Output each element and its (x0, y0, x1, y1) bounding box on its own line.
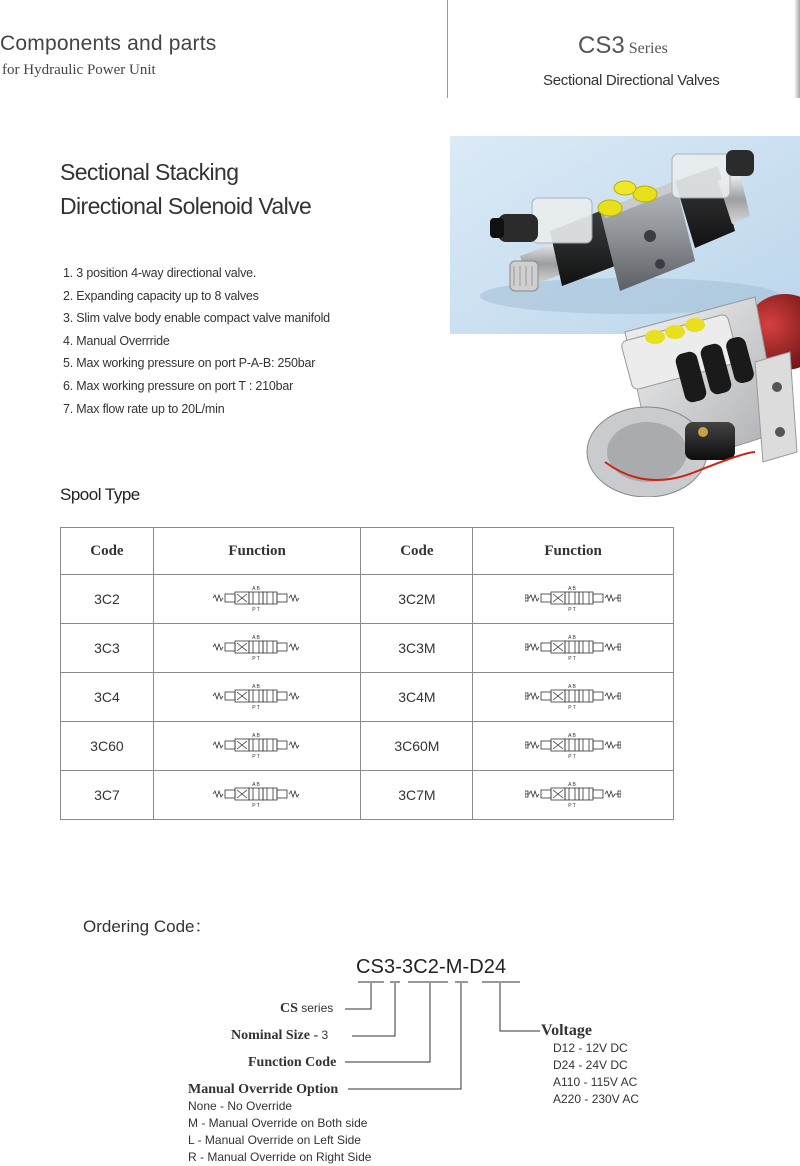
header-function: Function (153, 528, 361, 575)
port-label-ab: A B (252, 586, 261, 592)
ordering-series-rest: series (297, 1001, 334, 1015)
ordering-series (280, 1001, 333, 1017)
spool-code-manual: 3C60M (361, 722, 473, 771)
header-left-title: Components and parts (0, 32, 217, 55)
spool-code: 3C7 (61, 771, 154, 820)
ordering-override-option: R - Manual Override on Right Side (188, 1150, 372, 1164)
ordering-nominal-bold: Nominal Size - (231, 1028, 319, 1043)
port-label-pt: P T (568, 607, 576, 613)
spool-code: 3C2 (61, 575, 154, 624)
port-label-ab: A B (252, 635, 261, 641)
port-label-pt: P T (252, 607, 260, 613)
port-label-ab: A B (568, 684, 577, 690)
feature-item: 3. Slim valve body enable compact valve manifold (63, 311, 330, 326)
spool-code-manual: 3C7M (361, 771, 473, 820)
product-title-line2: Directional Solenoid Valve (60, 193, 312, 219)
port-label-ab: A B (252, 733, 261, 739)
ordering-voltage-option: A110 - 115V AC (553, 1075, 638, 1089)
feature-item: 2. Expanding capacity up to 8 valves (63, 288, 259, 303)
ordering-voltage-option: D12 - 12V DC (553, 1041, 628, 1055)
ordering-voltage (541, 1022, 639, 1108)
ordering-voltage-title: Voltage (541, 1022, 592, 1039)
ordering-voltage-option: D24 - 24V DC (553, 1058, 628, 1072)
feature-item: 4. Manual Overrride (63, 333, 170, 348)
spool-code-manual: 3C3M (361, 624, 473, 673)
ordering-nominal-value: 3 (318, 1028, 329, 1042)
spool-code-manual: 3C2M (361, 575, 473, 624)
spool-code: 3C3 (61, 624, 154, 673)
port-label-ab: A B (252, 684, 261, 690)
port-label-ab: A B (568, 586, 577, 592)
feature-item: 5. Max working pressure on port P-A-B: 250bar (63, 356, 316, 371)
port-label-ab: A B (252, 782, 261, 788)
spool-code: 3C60 (61, 722, 154, 771)
spool-code-manual: 3C4M (361, 673, 473, 722)
header-function: Function (473, 528, 674, 575)
ordering-code-example: CS3-3C2-M-D24 (356, 956, 507, 978)
ordering-code-label: Ordering Code： (83, 917, 212, 936)
feature-item: 6. Max working pressure on port T : 210bar (63, 378, 294, 393)
ordering-voltage-option: A220 - 230V AC (553, 1092, 640, 1106)
ordering-override-option: None - No Override (188, 1099, 293, 1113)
port-label-pt: P T (568, 803, 576, 809)
spool-type-label: Spool Type (60, 485, 140, 504)
port-label-pt: P T (252, 803, 260, 809)
ordering-function-code (248, 1055, 336, 1071)
port-label-ab: A B (568, 635, 577, 641)
ordering-series-bold: CS (280, 1001, 298, 1016)
port-label-pt: P T (252, 656, 260, 662)
port-label-ab: A B (568, 733, 577, 739)
port-label-pt: P T (568, 754, 576, 760)
series-code: CS3 (578, 32, 625, 59)
header-code: Code (61, 528, 154, 575)
port-label-pt: P T (568, 705, 576, 711)
ordering-function-code-label: Function Code (248, 1055, 337, 1070)
port-label-ab: A B (568, 782, 577, 788)
header-right-subtitle: Sectional Directional Valves (543, 72, 720, 89)
series-word: Series (628, 40, 668, 57)
ordering-override-option: M - Manual Override on Both side (188, 1116, 368, 1130)
port-label-pt: P T (252, 705, 260, 711)
feature-item: 1. 3 position 4-way directional valve. (63, 266, 257, 280)
ordering-override-option: L - Manual Override on Left Side (188, 1133, 361, 1147)
port-label-pt: P T (252, 754, 260, 760)
header-left-subtitle: for Hydraulic Power Unit (2, 62, 156, 78)
ordering-override (188, 1081, 371, 1166)
ordering-override-title: Manual Override Option (188, 1082, 339, 1097)
feature-item: 7. Max flow rate up to 20L/min (63, 401, 225, 416)
product-title-line1: Sectional Stacking (60, 159, 239, 185)
header-code: Code (361, 528, 473, 575)
port-label-pt: P T (568, 656, 576, 662)
spool-code: 3C4 (61, 673, 154, 722)
ordering-nominal-size (231, 1028, 328, 1044)
